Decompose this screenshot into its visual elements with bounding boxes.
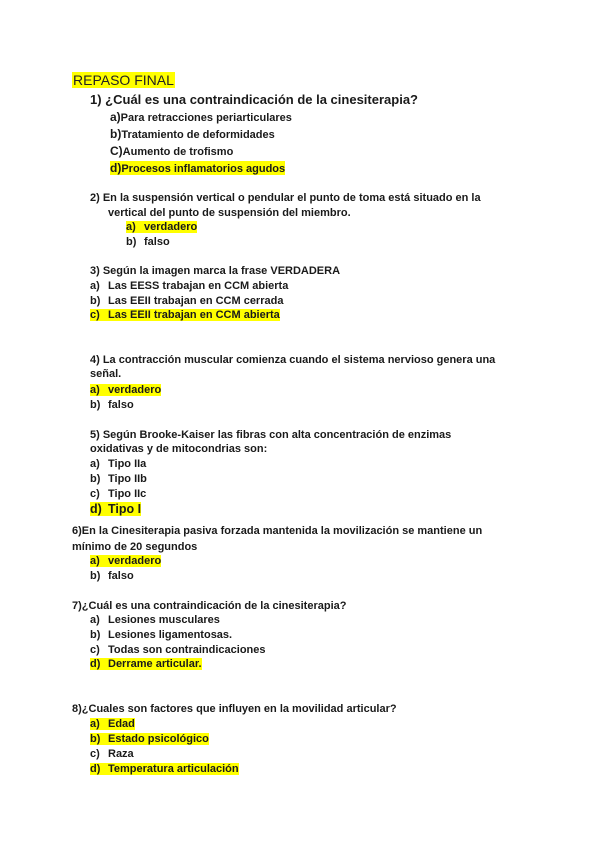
option-7c — [90, 644, 266, 656]
option-text: Tipo I — [108, 502, 142, 516]
option-text: Para retracciones periarticulares — [120, 112, 292, 124]
option-1d — [110, 161, 285, 175]
option-text: Estado psicológico — [108, 733, 209, 745]
option-label: a) — [126, 221, 136, 233]
option-5c — [90, 488, 146, 500]
option-7d — [90, 658, 202, 670]
option-label: c) — [90, 644, 100, 656]
question-5-line-1: 5) Según Brooke-Kaiser las fibras con alta concentración de enzimas — [90, 429, 452, 441]
option-label: c) — [90, 748, 100, 760]
option-label: a) — [90, 718, 100, 730]
question-4-line-1: 4) La contracción muscular comienza cuando el sistema nervioso genera una — [90, 354, 496, 366]
question-4-line-2: señal. — [90, 368, 122, 380]
option-5a — [90, 458, 146, 470]
question-5-line-2: oxidativas y de mitocondrias son: — [90, 443, 268, 455]
option-label: b) — [90, 473, 101, 485]
option-3c — [90, 309, 280, 321]
question-3: 3) Según la imagen marca la frase VERDADERA — [90, 265, 341, 277]
option-4a — [90, 384, 161, 396]
option-label: b) — [90, 295, 101, 307]
option-text: Temperatura articulación — [108, 763, 239, 775]
option-text: Edad — [108, 718, 135, 730]
option-label: a) — [90, 384, 100, 396]
option-text: falso — [108, 570, 134, 582]
question-6-line-1: 6)En la Cinesiterapia pasiva forzada mantenida la movilización se mantiene un — [72, 525, 483, 537]
option-text: Tipo IIa — [108, 458, 147, 470]
option-label: d) — [90, 763, 101, 775]
option-8c — [90, 748, 134, 760]
option-label: b) — [90, 733, 101, 745]
option-label: a) — [90, 280, 100, 292]
option-label: a) — [110, 110, 121, 124]
option-text: Las EEII trabajan en CCM cerrada — [108, 295, 284, 307]
option-text: Todas son contraindicaciones — [108, 644, 266, 656]
option-text: Las EESS trabajan en CCM abierta — [108, 280, 289, 292]
option-label: a) — [90, 614, 100, 626]
option-2a — [126, 221, 197, 233]
option-6a — [90, 555, 161, 567]
option-text: Derrame articular. — [108, 658, 202, 670]
option-7a — [90, 614, 220, 626]
option-text: Tipo IIb — [108, 473, 147, 485]
option-7b — [90, 629, 232, 641]
option-text: verdadero — [108, 384, 162, 396]
option-label: b) — [90, 399, 101, 411]
option-label: b) — [90, 629, 101, 641]
question-7: 7)¿Cuál es una contraindicación de la cinesiterapia? — [72, 600, 347, 612]
question-8: 8)¿Cuales son factores que influyen en la movilidad articular? — [72, 703, 397, 715]
option-1b — [110, 127, 275, 141]
option-5d — [90, 502, 141, 516]
option-text: verdadero — [144, 221, 198, 233]
option-text: falso — [108, 399, 134, 411]
question-2-line-2: vertical del punto de suspensión del miembro. — [108, 207, 351, 219]
option-label: a) — [90, 458, 100, 470]
option-label: c) — [90, 488, 100, 500]
option-text: Lesiones ligamentosas. — [108, 629, 233, 641]
option-1c — [110, 144, 233, 158]
option-text: Lesiones musculares — [108, 614, 220, 626]
option-5b — [90, 473, 147, 485]
option-text: Aumento de trofismo — [122, 146, 234, 158]
option-label: d) — [90, 658, 101, 670]
option-text: Las EEII trabajan en CCM abierta — [108, 309, 280, 321]
page-title: REPASO FINAL — [73, 72, 174, 88]
option-8a — [90, 718, 135, 730]
option-text: Procesos inflamatorios agudos — [121, 163, 286, 175]
option-label: a) — [90, 555, 100, 567]
option-2b — [126, 236, 170, 248]
option-3b — [90, 295, 283, 307]
option-label: d) — [90, 502, 102, 516]
option-8d — [90, 763, 239, 775]
option-text: Tipo IIc — [108, 488, 147, 500]
option-4b — [90, 399, 134, 411]
option-text: Raza — [108, 748, 134, 760]
option-label: d) — [110, 161, 122, 175]
option-label: C) — [110, 144, 123, 158]
option-label: b) — [90, 570, 101, 582]
option-3a — [90, 280, 288, 292]
option-label: c) — [90, 309, 100, 321]
option-label: b) — [126, 236, 137, 248]
option-label: b) — [110, 127, 122, 141]
option-text: Tratamiento de deformidades — [121, 129, 275, 141]
option-1a — [110, 110, 292, 124]
option-text: falso — [144, 236, 170, 248]
question-2-line-1: 2) En la suspensión vertical o pendular el punto de toma está situado en la — [90, 192, 481, 204]
question-1: 1) ¿Cuál es una contraindicación de la cinesiterapia? — [90, 92, 418, 107]
option-text: verdadero — [108, 555, 162, 567]
option-6b — [90, 570, 134, 582]
question-6-line-2: mínimo de 20 segundos — [72, 541, 198, 553]
option-8b — [90, 733, 209, 745]
